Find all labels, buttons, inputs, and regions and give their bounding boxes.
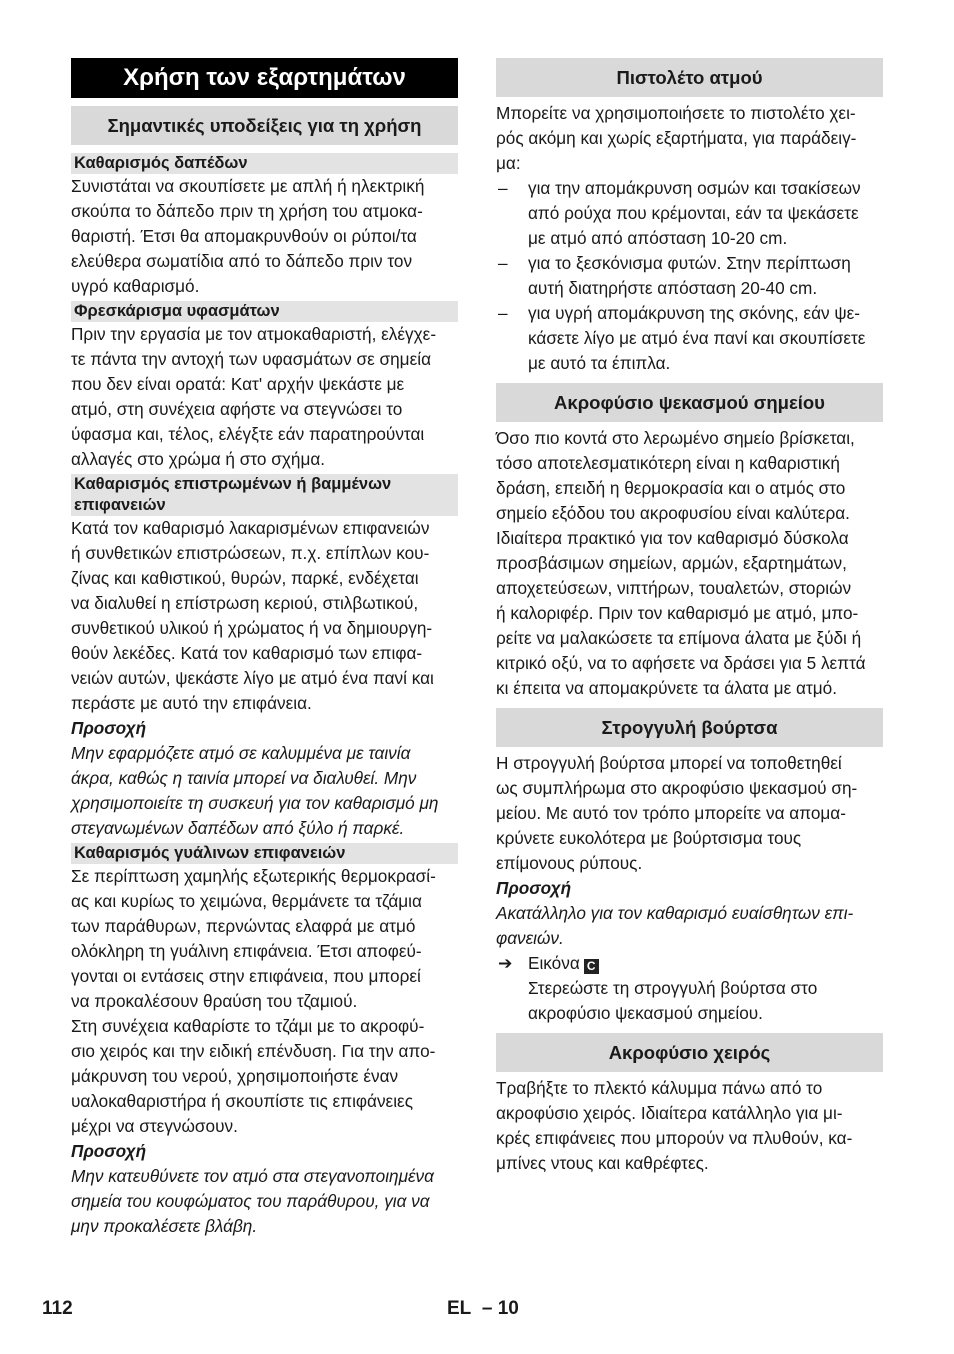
round-brush-step: Στερεώστε τη στρογγυλή βούρτσα στο ακροφύσιο ψεκασμού σημείου. bbox=[528, 978, 818, 1023]
caution-text: Μην κατευθύνετε τον ατμό στα στεγανοποιημένα σημεία του κουφώματος του παράθυρου, για να μην προκαλέσετε βλάβη. bbox=[71, 1166, 434, 1236]
steam-gun-intro: Μπορείτε να χρησιμοποιήσετε το πιστολέτο χει- ρός ακόμη και χωρίς εξαρτήματα, για παράδειγ- μα: bbox=[496, 103, 857, 173]
section-title-round-brush: Στρογγυλή βούρτσα bbox=[496, 708, 883, 747]
caution-title: Προσοχή bbox=[496, 878, 572, 898]
subheading-coated-surfaces: Καθαρισμός επιστρωμένων ή βαμμένων επιφανειών bbox=[71, 474, 458, 516]
section-title-hand-nozzle: Ακροφύσιο χειρός bbox=[496, 1033, 883, 1072]
section-title-spot-nozzle: Ακροφύσιο ψεκασμού σημείου bbox=[496, 383, 883, 422]
figure-c-badge-icon: C bbox=[584, 959, 599, 974]
caution-text: Μην εφαρμόζετε ατμό σε καλυμμένα με ταινία άκρα, καθώς η ταινία μπορεί να διαλυθεί. Μην χρησιμοποιείτε τη συσκευή για τον καθαρισμό μη στεγανωμένων δαπέδων από ξύλο ή παρκέ. bbox=[71, 743, 439, 838]
section-title-steam-gun: Πιστολέτο ατμού bbox=[496, 58, 883, 97]
subheading-glass-surfaces: Καθαρισμός γυάλινων επιφανειών bbox=[71, 843, 458, 864]
subheading-textile-refresh: Φρεσκάρισμα υφασμάτων bbox=[71, 301, 458, 322]
steam-gun-uses-list bbox=[496, 176, 883, 376]
page-number: 112 bbox=[42, 1298, 73, 1319]
figure-reference bbox=[496, 951, 883, 976]
coated-surfaces-text: Κατά τον καθαρισμό λακαρισμένων επιφανειών ή συνθετικών επιστρώσεων, π.χ. επίπλων κου- ζίνας και καθιστικού, θυρών, παρκέ, ενδέχεται να διαλυθεί η επίστρωση κεριού, στιλβωτικού, συνθετικού υλικού ή χρώματος ή να δημιουργη- θούν λεκέδες. Κατά τον καθαρισμό των επιφα- νειών αυτών, ψεκάστε λίγο με ατμό ένα πανί και περάστε με αυτό την επιφάνεια. bbox=[71, 518, 434, 713]
textile-refresh-text: Πριν την εργασία με τον ατμοκαθαριστή, ελέγχε- τε πάντα την αντοχή των υφασμάτων σε σημεία που δεν είναι ορατά: Κατ' αρχήν ψεκάστε με ατμό, στη συνέχεια αφήστε να στεγνώσει το ύφασμα και, τέλος, ελέγξτε εάν παρατηρούνται αλλαγές στο χρώμα ή στο σχήμα. bbox=[71, 324, 437, 469]
list-item: – για υγρή απομάκρυνση της σκόνης, εάν ψε- κάσετε λίγο με ατμό ένα πανί και σκουπίσετε με αυτό τα έπιπλα. bbox=[498, 303, 866, 373]
spot-nozzle-text: Όσο πιο κοντά στο λερωμένο σημείο βρίσκεται, τόσο αποτελεσματικότερη είναι η καθαριστική δράση, επειδή η θερμοκρασία και ο ατμός στο σημείο εξόδου του ακροφυσίου είναι καλύτερα. Ιδιαίτερα πρακτικό για τον καθαρισμό δύσκολα προσβάσιμων σημείων, αρμών, εξαρτημάτων, αποχετεύσεων, νιπτήρων, τουαλετών, στοριών ή καλοριφέρ. Πριν τον καθαρισμό με ατμό, μπο- ρείτε να μαλακώσετε τα επίμονα άλατα με ξύδι ή κιτρικό οξύ, να το αφήσετε να δράσει για 5 λεπτά κι έπειτα να απομακρύνετε τα άλατα με ατμό. bbox=[496, 428, 866, 698]
list-item: – για την απομάκρυνση οσμών και τσακίσεων από ρούχα που κρέμονται, εάν τα ψεκάσετε με ατμό από απόσταση 10-20 cm. bbox=[498, 178, 861, 248]
figure-label: Εικόνα bbox=[528, 953, 580, 973]
hand-nozzle-text: Τραβήξτε το πλεκτό κάλυμμα πάνω από το ακροφύσιο χειρός. Ιδιαίτερα κατάλληλο για μι- κρές επιφάνειες που μπορούν να πλυθούν, κα- μπίνες ντους και καθρέφτες. bbox=[496, 1078, 853, 1173]
caution-title: Προσοχή bbox=[71, 1141, 147, 1161]
caution-text: Ακατάλληλο για τον καθαρισμό ευαίσθητων επι- φανειών. bbox=[496, 903, 854, 948]
round-brush-text: Η στρογγυλή βούρτσα μπορεί να τοποθετηθεί ως συμπλήρωμα στο ακροφύσιο ψεκασμού ση- μείου. Με αυτό τον τρόπο μπορείτε να απομα- κρύνετε ευκολότερα με βούρτσισμα τους επίμονους ρύπους. bbox=[496, 753, 858, 873]
floor-cleaning-text: Συνιστάται να σκουπίσετε με απλή ή ηλεκτρική σκούπα το δάπεδο πριν τη χρήση του ατμοκα- θαριστή. Έτσι θα απομακρυνθούν οι ρύποι/τα ελεύθερα σωματίδια από το δάπεδο πριν τον υγρό καθαρισμό. bbox=[71, 176, 425, 296]
section-title-usage-notes: Σημαντικές υποδείξεις για τη χρήση bbox=[71, 106, 458, 145]
arrow-right-icon: ➔ bbox=[498, 953, 513, 973]
list-item: – για το ξεσκόνισμα φυτών. Στην περίπτωση αυτή διατηρήστε απόσταση 20-40 cm. bbox=[498, 253, 851, 298]
left-column bbox=[71, 58, 458, 1239]
subheading-floor-cleaning: Καθαρισμός δαπέδων bbox=[71, 153, 458, 174]
right-column bbox=[496, 58, 883, 1176]
page-reference: EL – 10 bbox=[447, 1298, 519, 1319]
page-title: Χρήση των εξαρτημάτων bbox=[71, 58, 458, 98]
glass-surfaces-text: Σε περίπτωση χαμηλής εξωτερικής θερμοκρασί- ας και κυρίως το χειμώνα, θερμάνετε τα τζάμια των παράθυρων, περνώντας ελαφρά με ατμό ολόκληρη τη γυάλινη επιφάνεια. Έτσι αποφεύ- γονται οι εντάσεις στην επιφάνεια, που μπορεί να προκαλέσουν θραύση του τζαμιού. Στη συνέχεια καθαρίστε το τζάμι με το ακροφύ- σιο χειρός και την ειδική επένδυση. Για την απο- μάκρυνση του νερού, χρησιμοποιήστε έναν υαλοκαθαριστήρα ή σκουπίστε τις επιφάνειες μέχρι να στεγνώσουν. bbox=[71, 866, 436, 1136]
caution-title: Προσοχή bbox=[71, 718, 147, 738]
